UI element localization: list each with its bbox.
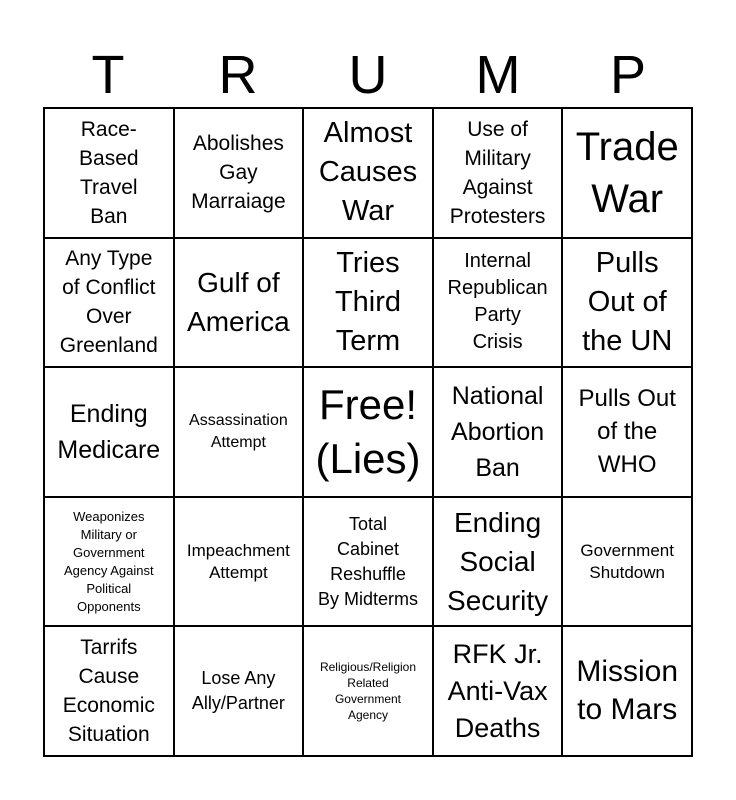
bingo-cell[interactable] <box>562 238 692 368</box>
header-letter-m: M <box>475 45 521 105</box>
bingo-cell[interactable] <box>44 497 174 627</box>
cell-text: Weaponizes Military or Government Agency Against Political Opponents <box>63 508 154 614</box>
cell-text: National Abortion Ban <box>451 381 545 482</box>
bingo-cell[interactable] <box>562 497 692 627</box>
cell-text: Government Shutdown <box>580 540 674 582</box>
cell-text: RFK Jr. Anti-Vax Deaths <box>447 638 548 743</box>
bingo-cell[interactable] <box>433 626 563 756</box>
cell-text: Free! (Lies) <box>315 380 421 482</box>
bingo-cell[interactable] <box>303 497 433 627</box>
bingo-cell free-space[interactable] <box>303 367 433 497</box>
cell-text: Almost Causes War <box>318 117 418 228</box>
bingo-cell[interactable] <box>44 108 174 238</box>
header-letter-p: P <box>609 45 647 105</box>
bingo-cell[interactable] <box>562 626 692 756</box>
cell-text: Internal Republican Party Crisis <box>447 250 548 354</box>
bingo-grid <box>43 107 693 757</box>
bingo-header <box>43 44 693 106</box>
header-letter-t: T <box>91 45 125 105</box>
cell-text: Religious/Religion Related Government Agency <box>319 660 417 723</box>
cell-text: Total Cabinet Reshuffle By Midterms <box>317 513 418 609</box>
cell-text: Trade War <box>575 124 679 221</box>
bingo-cell[interactable] <box>433 238 563 368</box>
cell-text: Race- Based Travel Ban <box>79 117 139 228</box>
bingo-cell[interactable] <box>562 108 692 238</box>
bingo-cell[interactable] <box>44 238 174 368</box>
bingo-cell[interactable] <box>433 367 563 497</box>
cell-text: Assassination Attempt <box>189 411 288 451</box>
cell-text: Tarrifs Cause Economic Situation <box>62 636 155 747</box>
bingo-cell[interactable] <box>174 238 304 368</box>
cell-text: Pulls Out of the UN <box>582 246 673 357</box>
bingo-cell[interactable] <box>562 367 692 497</box>
cell-text: Mission to Mars <box>576 655 679 727</box>
cell-text: Use of Military Against Protesters <box>449 117 546 228</box>
bingo-cell[interactable] <box>174 108 304 238</box>
bingo-cell[interactable] <box>174 626 304 756</box>
cell-text: Abolishes Gay Marraiage <box>191 132 286 214</box>
bingo-cell[interactable] <box>433 108 563 238</box>
cell-text: Ending Social Security <box>447 507 549 617</box>
cell-text: Pulls Out of the WHO <box>578 385 676 479</box>
bingo-cell[interactable] <box>44 367 174 497</box>
cell-text: Any Type of Conflict Over Greenland <box>59 247 158 358</box>
bingo-cell[interactable] <box>174 497 304 627</box>
cell-text: Impeachment Attempt <box>186 540 290 582</box>
bingo-cell[interactable] <box>433 497 563 627</box>
bingo-cell[interactable] <box>174 367 304 497</box>
header-letter-r: R <box>218 45 258 105</box>
cell-text: Tries Third Term <box>334 246 402 357</box>
header-letter-u: U <box>348 45 388 105</box>
cell-text: Lose Any Ally/Partner <box>191 668 285 714</box>
cell-text: Gulf of America <box>187 267 290 338</box>
bingo-cell[interactable] <box>44 626 174 756</box>
bingo-cell[interactable] <box>303 108 433 238</box>
bingo-cell[interactable] <box>303 626 433 756</box>
cell-text: Ending Medicare <box>57 399 161 464</box>
bingo-cell[interactable] <box>303 238 433 368</box>
